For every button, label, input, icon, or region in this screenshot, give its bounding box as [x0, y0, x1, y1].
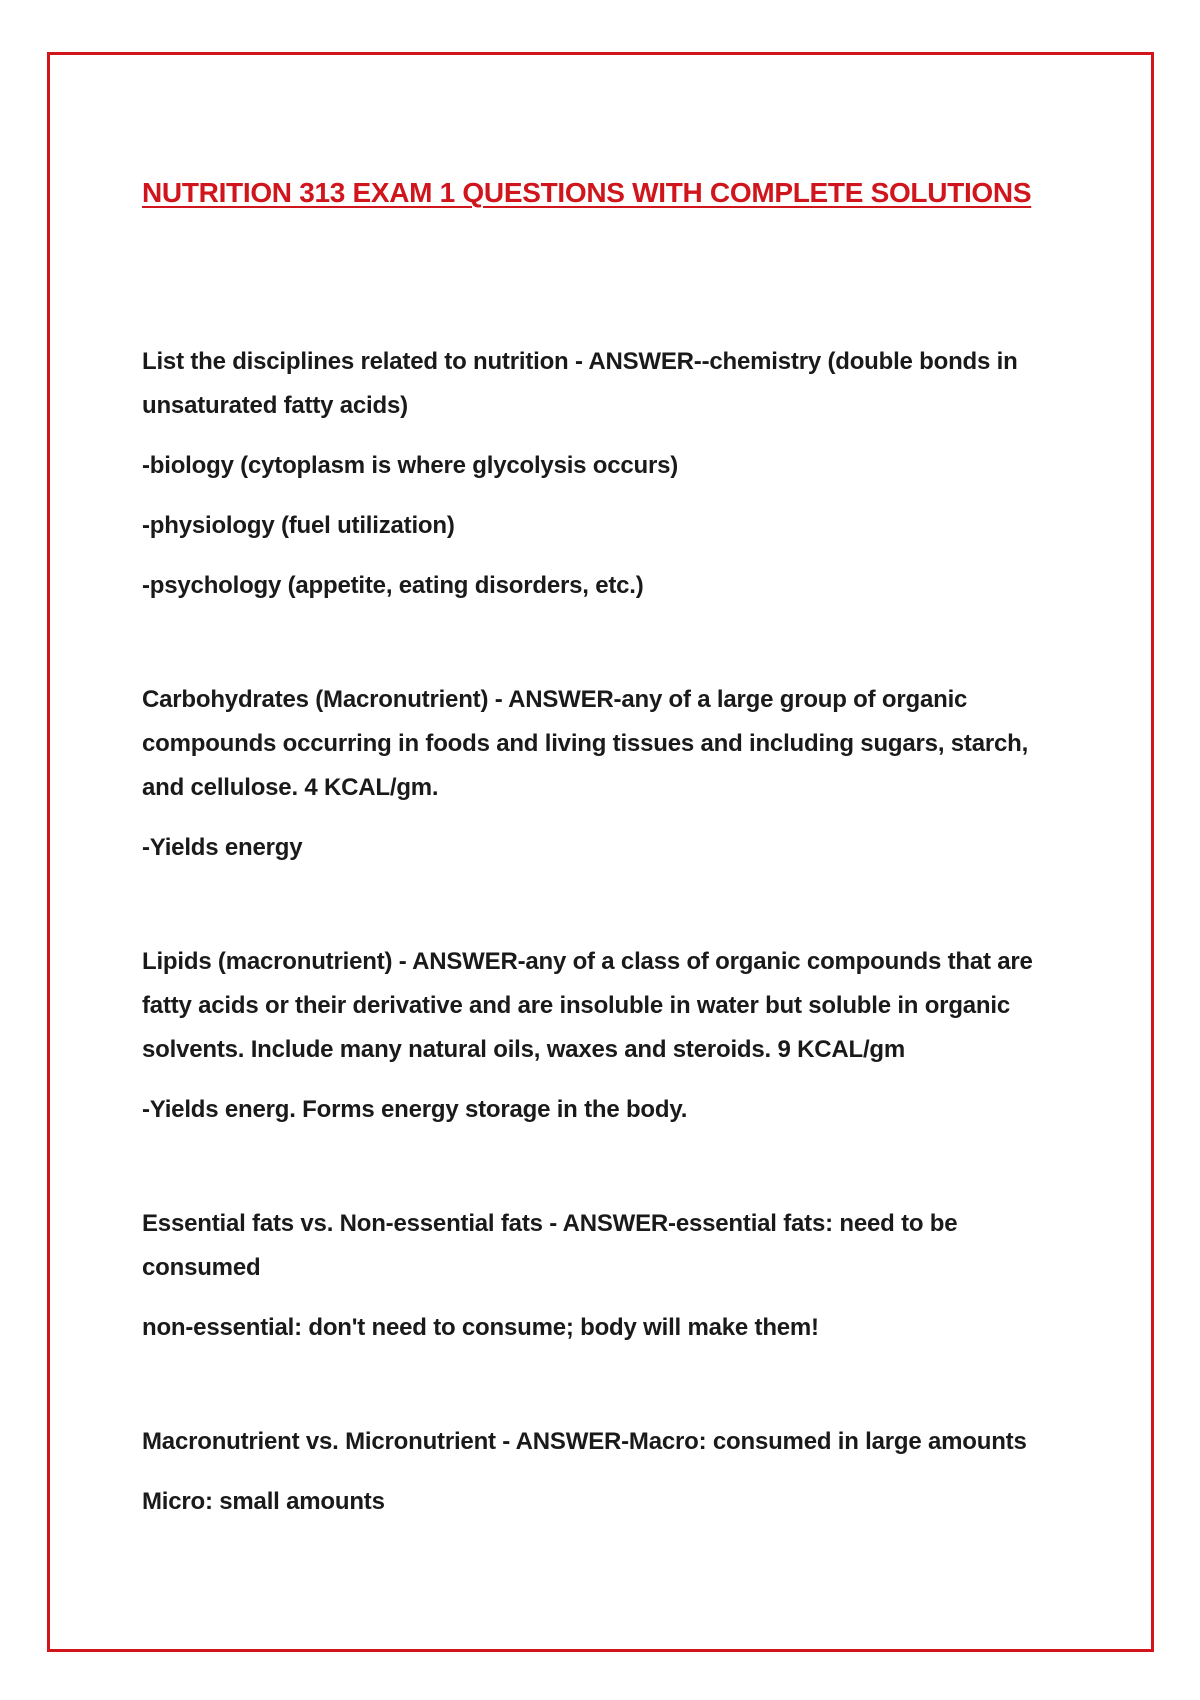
qa-question-answer: Macronutrient vs. Micronutrient - ANSWER-Macro: consumed in large amounts	[142, 1428, 1027, 1455]
qa-item-essential-fats	[142, 1202, 1062, 1350]
qa-question-answer: Essential fats vs. Non-essential fats - ANSWER-essential fats: need to be consumed	[142, 1210, 958, 1281]
qa-answer-line: -biology (cytoplasm is where glycolysis occurs)	[142, 452, 679, 479]
qa-answer-line: -psychology (appetite, eating disorders, etc.)	[142, 572, 644, 599]
document-title: NUTRITION 313 EXAM 1 QUESTIONS WITH COMPLETE SOLUTIONS	[142, 176, 1032, 208]
qa-list	[142, 340, 1062, 1594]
qa-question-answer: List the disciplines related to nutrition - ANSWER--chemistry (double bonds in unsaturated fatty acids)	[142, 348, 1018, 419]
qa-item-lipids	[142, 940, 1062, 1132]
qa-question-answer: Lipids (macronutrient) - ANSWER-any of a class of organic compounds that are fatty acids or their derivative and are insoluble in water but soluble in organic solvents. Include many natural oils, waxes and steroids. 9 KCAL/gm	[142, 948, 1033, 1063]
qa-answer-line: -Yields energ. Forms energy storage in the body.	[142, 1096, 688, 1123]
qa-answer-line: -Yields energy	[142, 834, 303, 861]
qa-answer-line: -physiology (fuel utilization)	[142, 512, 455, 539]
qa-answer-line: non-essential: don't need to consume; body will make them!	[142, 1314, 819, 1341]
qa-question-answer: Carbohydrates (Macronutrient) - ANSWER-any of a large group of organic compounds occurring in foods and living tissues and including sugars, starch, and cellulose. 4 KCAL/gm.	[142, 686, 1029, 801]
qa-answer-line: Micro: small amounts	[142, 1488, 385, 1515]
qa-item-macro-micro	[142, 1420, 1062, 1524]
qa-item-carbohydrates	[142, 678, 1062, 870]
qa-item-disciplines	[142, 340, 1062, 608]
